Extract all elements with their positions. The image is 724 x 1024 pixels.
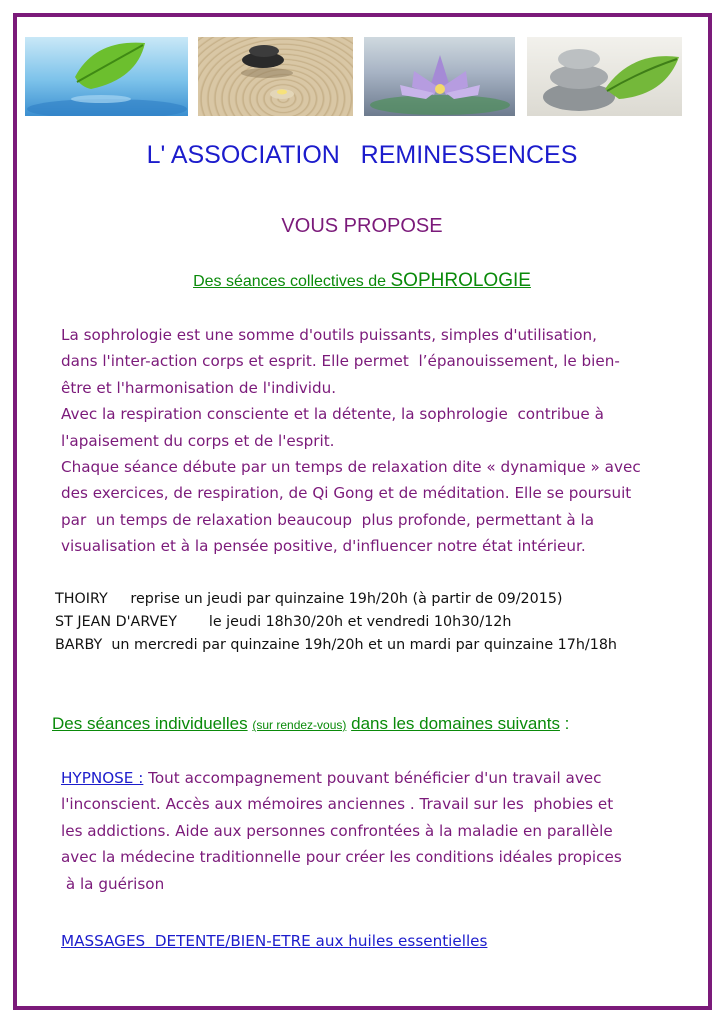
banner-image-zen-stones <box>198 37 353 116</box>
individual-heading-note: (sur rendez-vous) <box>252 718 347 732</box>
description-line: par un temps de relaxation beaucoup plus profonde, permettant à la <box>61 510 595 529</box>
description-line: Chaque séance débute par un temps de relaxation dite « dynamique » avec <box>61 458 641 477</box>
banner-image-leaf-water <box>25 37 188 116</box>
schedule-item-thoiry: THOIRY reprise un jeudi par quinzaine 19h/20h (à partir de 09/2015) <box>55 591 563 607</box>
hypnose-first-line <box>61 765 691 791</box>
collective-sessions-heading <box>0 270 724 292</box>
hypnose-section <box>61 765 691 897</box>
individual-sessions-heading <box>52 714 692 734</box>
hypnose-line: les addictions. Aide aux personnes confrontées à la maladie en parallèle <box>61 821 613 840</box>
collective-heading-highlight: SOPHROLOGIE <box>390 270 531 291</box>
description-line: l'apaisement du corps et de l'esprit. <box>61 431 335 450</box>
massages-heading: MASSAGES DETENTE/BIEN-ETRE aux huiles essentielles <box>61 932 488 950</box>
description-line: La sophrologie est une somme d'outils puissants, simples d'utilisation, <box>61 326 597 344</box>
banner-image-stones-leaf <box>527 37 682 116</box>
description-line: dans l'inter-action corps et esprit. Elle permet l’épanouissement, le bien- <box>61 352 620 371</box>
hypnose-text-start: Tout accompagnement pouvant bénéficier d'un travail avec <box>143 769 602 787</box>
schedule-item-barby: BARBY un mercredi par quinzaine 19h/20h et un mardi par quinzaine 17h/18h <box>55 637 617 653</box>
description-line: être et l'harmonisation de l'individu. <box>61 378 337 397</box>
description-line: des exercices, de respiration, de Qi Gong et de méditation. Elle se poursuit <box>61 484 632 503</box>
schedule-item-st-jean: ST JEAN D'ARVEY le jeudi 18h30/20h et vendredi 10h30/12h <box>55 614 512 630</box>
sophrology-description <box>61 322 681 560</box>
hypnose-line: avec la médecine traditionnelle pour créer les conditions idéales propices <box>61 848 622 867</box>
individual-heading-part2: dans les domaines suivants <box>351 714 560 733</box>
hypnose-line: l'inconscient. Accès aux mémoires anciennes . Travail sur les phobies et <box>61 795 614 814</box>
hypnose-label: HYPNOSE : <box>61 769 144 787</box>
description-line: Avec la respiration consciente et la détente, la sophrologie contribue à <box>61 405 604 424</box>
page-title: L' ASSOCIATION REMINESSENCES <box>146 141 578 169</box>
individual-heading-part1: Des séances individuelles <box>52 714 248 733</box>
collective-heading-prefix: Des séances collectives de <box>193 273 391 290</box>
banner-image-lotus <box>364 37 515 116</box>
schedule-list <box>55 588 695 657</box>
hypnose-line: à la guérison <box>61 874 165 893</box>
individual-heading-colon: : <box>559 714 570 733</box>
description-line: visualisation et à la pensée positive, d'influencer notre état intérieur. <box>61 537 586 556</box>
page-subtitle: VOUS PROPOSE <box>281 215 443 237</box>
